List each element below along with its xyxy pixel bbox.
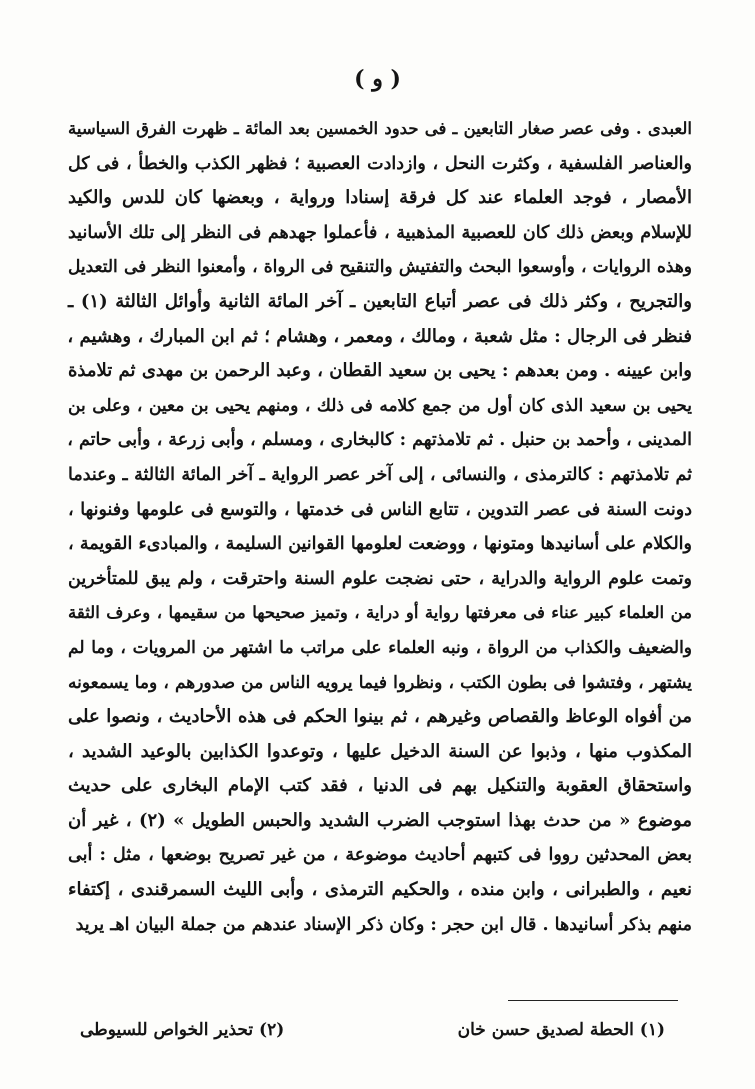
- text-line: نعيم ، والطبرانى ، وابن منده ، والحكيم الترمذى ، وأبى الليث السمرقندى ، إكتفاء: [68, 879, 692, 901]
- text-line: يحيى بن سعيد الذى كان أول من جمع كلامه فى ذلك ، ومنهم يحيى بن معين ، وعلى بن: [68, 395, 692, 416]
- footnotes: [80, 1020, 665, 1040]
- text-line: فنظر فى الرجال : مثل شعبة ، ومالك ، ومعمر ، وهشام ؛ ثم ابن المبارك ، وهشيم ،: [67, 325, 692, 347]
- text-line: المكذوب منها ، وذبوا عن السنة الدخيل عليها ، وتوعدوا الكذابين بالوعيد الشديد ،: [68, 740, 692, 762]
- text-line: دونت السنة فى عصر التدوين ، تتابع الناس فى خدمتها ، والتوسع فى علومها وفنونها ،: [68, 499, 692, 520]
- text-line: العبدى . وفى عصر صغار التابعين ـ فى حدود الخمسين بعد المائة ـ ظهرت الفرق السياسية: [68, 119, 692, 138]
- text-line: وابن عيينه . ومن بعدهم : يحيى بن سعيد القطان ، وعبد الرحمن بن مهدى ثم تلامذة: [68, 360, 692, 382]
- text-line: والتجريح ، وكثر ذلك فى عصر أتباع التابعين ـ آخر المائة الثانية وأوائل الثالثة (١) ـ: [68, 290, 692, 312]
- body-text: [68, 112, 692, 942]
- text-line: المدينى ، وأحمد بن حنبل . ثم تلامذتهم : كالبخارى ، ومسلم ، وأبى زرعة ، وأبى حاتم ،: [67, 430, 692, 451]
- text-line: الأمصار ، فوجد العلماء عند كل فرقة إسنادا ورواية ، وبعضها كان للدس والكيد: [68, 187, 692, 209]
- text-line: والعناصر الفلسفية ، وكثرت النحل ، وازدادت العصبية ؛ فظهر الكذب والخطأ ، فى كل: [68, 153, 692, 174]
- text-line: موضوع « من حدث بهذا استوجب الضرب الشديد والحبس الطويل » (٢) ، غير أن: [68, 809, 692, 831]
- text-line: للإسلام وبعض ذلك كان للعصبية المذهبية ، فأعملوا جهدهم فى النظر إلى تلك الأسانيد: [68, 222, 692, 243]
- text-line: والكلام على أسانيدها ومتونها ، ووضعت لعلومها القوانين السليمة ، والمبادىء القويمة ،: [68, 534, 692, 555]
- text-line: من العلماء كبير عناء فى معرفتها رواية أو دراية ، وتميز صحيحها من سقيمها ، وعرف الثقة: [68, 603, 692, 623]
- text-line: واستحقاق العقوبة والتنكيل بهم فى الدنيا ، فقد كتب الإمام البخارى على حديث: [68, 775, 692, 797]
- text-line: يشتهر ، وفتشوا فى بطون الكتب ، ونظروا فيما يرويه الناس من صدورهم ، وما يسمعونه: [68, 672, 692, 693]
- footnote-1: (١) الحطة لصديق حسن خان: [457, 1020, 665, 1040]
- footnote-2: (٢) تحذير الخواص للسيوطى: [80, 1020, 285, 1040]
- text-line: من أفواه الوعاظ والقصاص وغيرهم ، ثم بينوا الحكم فى هذه الأحاديث ، ونصوا على: [68, 706, 692, 728]
- page-number: ( و ): [354, 66, 401, 92]
- text-line: وتمت علوم الرواية والدراية ، حتى نضجت علوم السنة واحترقت ، ولم يبق للمتأخرين: [68, 568, 692, 589]
- footnote-divider: [508, 1000, 678, 1001]
- text-line: بعض المحدثين رووا فى كتبهم أحاديث موضوعة ، من غير تصريح بوضعها ، مثل : أبى: [68, 845, 692, 866]
- text-line: ثم تلامذتهم : كالترمذى ، والنسائى ، إلى آخر عصر الرواية ـ آخر المائة الثالثة ـ وعندما: [68, 464, 692, 485]
- text-line: وهذه الروايات ، وأوسعوا البحث والتفتيش والتنقيح فى الرواة ، وأمعنوا النظر فى التعديل: [68, 257, 692, 278]
- text-line: والضعيف والكذاب من الرواة ، ونبه العلماء على مراتب ما اشتهر من المرويات ، وما لم: [68, 637, 692, 658]
- text-line: منهم بذكر أسانيدها . قال ابن حجر : وكان ذكر الإسناد عندهم من جملة البيان اهـ يريد: [75, 914, 692, 935]
